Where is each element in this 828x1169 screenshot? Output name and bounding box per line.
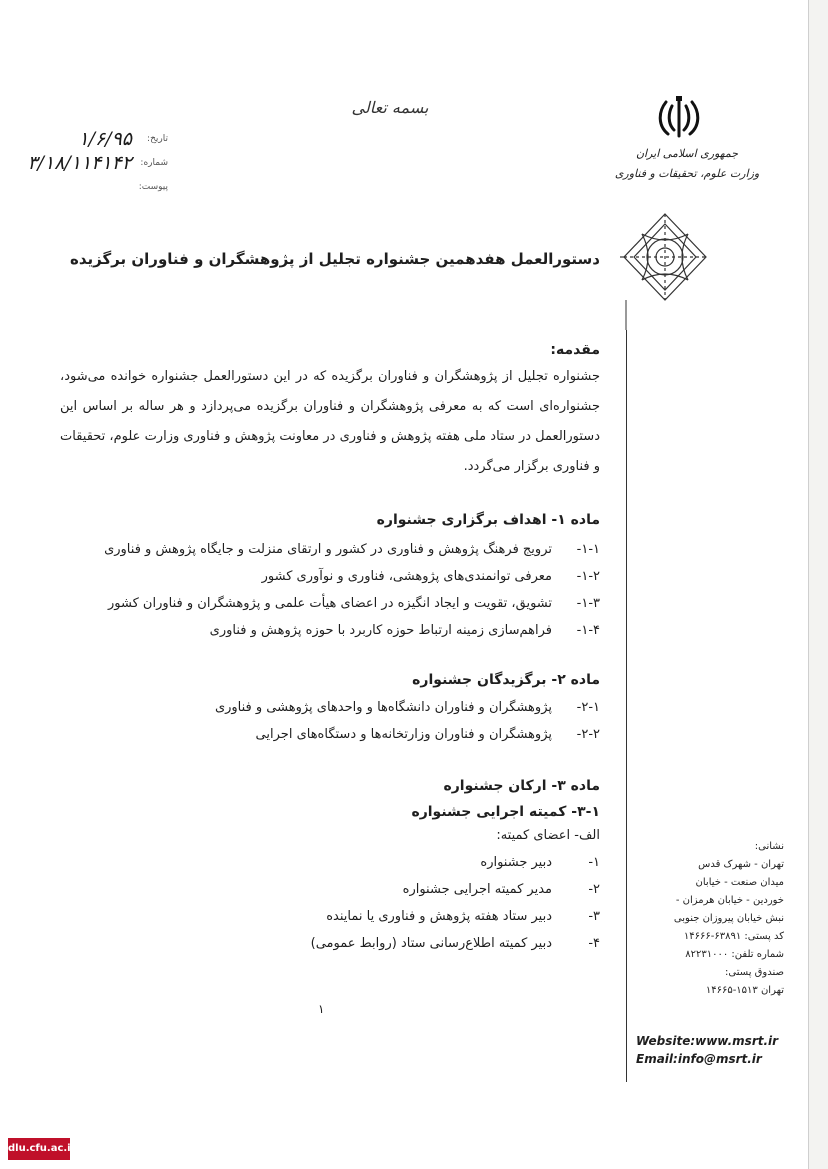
article-2 (60, 672, 600, 748)
list-item: ۴-دبیر کمیته اطلاع‌رسانی ستاد (روابط عمومی) (310, 936, 600, 951)
article-2-heading: ماده ۲- برگزیدگان جشنواره (412, 672, 600, 688)
intro-section (60, 342, 600, 482)
document-title: دستورالعمل هفدهمین جشنواره تجلیل از پژوهشگران و فناوران برگزیده (69, 250, 600, 268)
address-line: کد پستی: ۶۳۸۹۱-۱۴۶۶۶ (683, 931, 784, 942)
ornament-icon (620, 212, 710, 330)
list-item: ۱-۱-ترویج فرهنگ پژوهش و فناوری در کشور و ارتقای منزلت و جایگاه پژوهش و فناوری (104, 542, 600, 557)
ministry-line-2: وزارت علوم، تحقیقات و فناوری (614, 167, 760, 180)
date-label: تاریخ: (147, 134, 168, 144)
list-item: ۲-۲-پژوهشگران و فناوران وزارتخانه‌ها و دستگاه‌های اجرایی (255, 727, 600, 742)
list-item: ۱-۴-فراهم‌سازی زمینه ارتباط حوزه کاربرد با حوزه پژوهش و فناوری (209, 623, 600, 638)
attachment-label: پیوست: (138, 182, 168, 192)
address-line: نشانی: (754, 841, 784, 852)
list-item: ۱-دبیر جشنواره (480, 855, 600, 870)
number-value: ۳/۱۸/۱۱۴۱۴۲ (27, 152, 132, 174)
article-1-heading: ماده ۱- اهداف برگزاری جشنواره (376, 512, 600, 528)
address-line: شماره تلفن: ۸۲۲۳۱۰۰۰ (685, 949, 784, 960)
site-watermark-logo: dlu.cfu.ac.ir (8, 1138, 70, 1160)
members-heading: الف- اعضای کمیته: (496, 828, 600, 843)
article-3-heading: ماده ۳- ارکان جشنواره (443, 778, 600, 794)
address-block (634, 838, 784, 1000)
article-1 (60, 512, 600, 644)
article-3 (60, 778, 600, 957)
list-item: ۱-۳-تشویق، تقویت و ایجاد انگیزه در اعضای هیأت علمی و پژوهشگران و فناوران کشور (108, 596, 600, 611)
address-line: نبش خیابان پیروزان جنوبی (673, 913, 784, 924)
bismillah-heading: بسمه تعالی (351, 98, 429, 117)
number-label: شماره: (140, 158, 168, 168)
letter-meta (8, 128, 168, 200)
list-item: ۲-۱-پژوهشگران و فناوران دانشگاه‌ها و واحدهای پژوهشی و فناوری (214, 700, 600, 715)
address-line: میدان صنعت - خیابان (695, 877, 784, 888)
contact-web (636, 1032, 786, 1068)
ministry-line-1: جمهوری اسلامی ایران (635, 147, 739, 160)
address-line: صندوق پستی: (725, 967, 784, 978)
address-line: تهران ۱۵۱۳-۱۴۶۶۵ (705, 985, 784, 996)
website-link[interactable]: Website:www.msrt.ir (636, 1034, 779, 1048)
attachment-row (8, 176, 168, 200)
date-row (8, 128, 168, 152)
ministry-name (612, 144, 762, 184)
list-item: ۲-مدیر کمیته اجرایی جشنواره (402, 882, 600, 897)
intro-paragraph: جشنواره تجلیل از پژوهشگران و فناوران برگزیده که در این دستورالعمل جشنواره خوانده می‌شود، جشنواره‌ای است که به معرفی پژوهشگران و فناوران برگزیده می‌پردازد و هر ساله بر اساس این دستورالعمل در ستاد ملی هفته پژوهش و فناوری در معاونت پژوهش و فناوری وزارت علوم، تحقیقات و فناوری برگزار می‌گردد. (60, 369, 600, 474)
article-3-subheading: ۳-۱- کمیته اجرایی جشنواره (411, 804, 600, 820)
address-line: تهران - شهرک قدس (698, 859, 784, 870)
iran-emblem-icon (654, 92, 704, 142)
email-link[interactable]: Email:info@msrt.ir (636, 1052, 762, 1066)
intro-heading: مقدمه: (550, 342, 600, 358)
address-line: خوردین - خیابان هرمزان - (675, 895, 784, 906)
list-item: ۳-دبیر ستاد هفته پژوهش و فناوری یا نماینده (326, 909, 600, 924)
list-item: ۱-۲-معرفی توانمندی‌های پژوهشی، فناوری و نوآوری کشور (261, 569, 600, 584)
date-value: ۱/۶/۹۵ (78, 128, 132, 150)
margin-rule (626, 330, 627, 1082)
page-number: ۱ (318, 1002, 325, 1016)
number-row (8, 152, 168, 176)
